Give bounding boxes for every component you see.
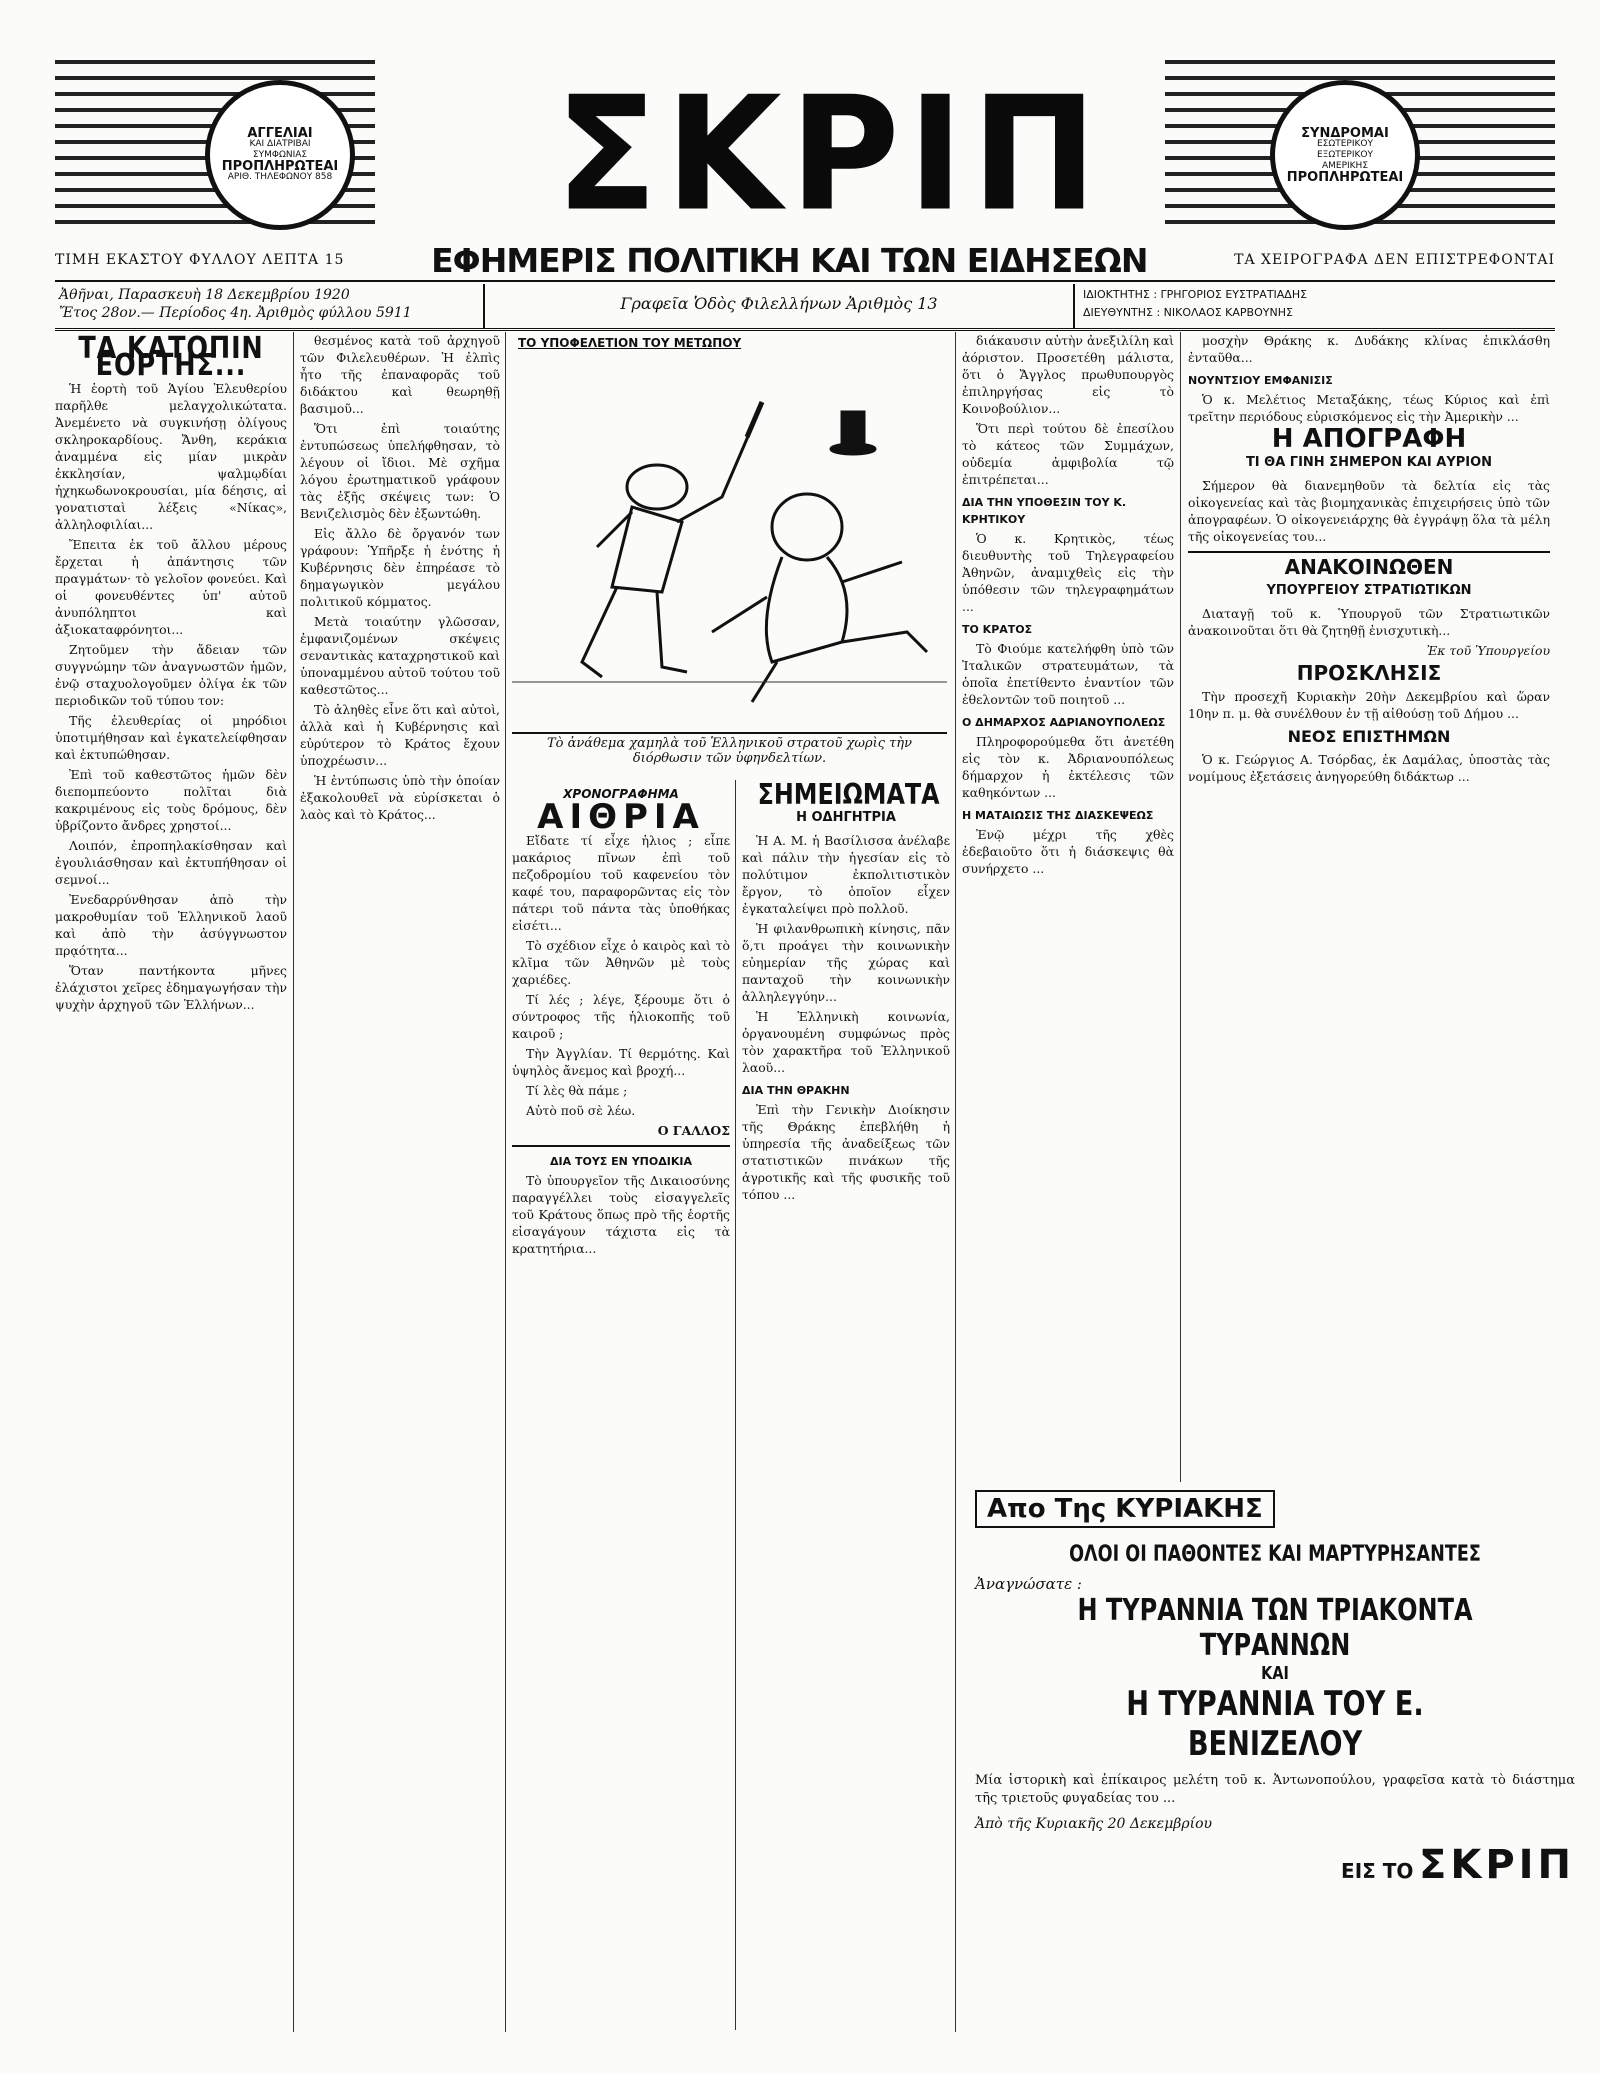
section-heading: ΔΙΑ ΤΗΝ ΘΡΑΚΗΝ (742, 1084, 850, 1097)
section-heading: ΔΙΑ ΤΗΝ ΥΠΟΘΕΣΙΝ ΤΟΥ Κ. ΚΡΗΤΙΚΟΥ (962, 496, 1127, 526)
price-label: ΤΙΜΗ ΕΚΑΣΤΟΥ ΦΥΛΛΟΥ ΛΕΠΤΑ 15 (55, 252, 345, 268)
section-heading: ΝΟΥΝΤΣΙΟΥ ΕΜΦΑΝΙΣΙΣ (1188, 374, 1333, 387)
book-advert (975, 1490, 1575, 2030)
issue-info-bar (55, 284, 1555, 331)
paragraph: Τῆς ἐλευθερίας οἱ μηρόδιοι ὑποτιμήθησαν καὶ ἐγκατελείφθησαν καὶ ἐκτυπώθησαν. (55, 713, 287, 762)
paragraph: Ἐπὶ τὴν Γενικὴν Διοίκησιν τῆς Θράκης ἐπεβλήθη ἡ ὑπηρεσία τῆς ἀναδείξεως τῶν στατιστικῶν πινάκων τῆς ἀγροτικῆς καὶ τῆς φυσικῆς τοῦ τόπου ... (742, 1102, 950, 1202)
paragraph: Ὁ κ. Γεώργιος Α. Τσόρδας, ἐκ Δαμάλας, ὑποστὰς τὰς νομίμους ἐξετάσεις ἀνηγορεύθη διδάκτωρ ... (1188, 752, 1550, 784)
paragraph: Τὸ ὑπουργεῖον τῆς Δικαιοσύνης παραγγέλλει τοὺς εἰσαγγελεῖς τοῦ Κράτους ὅπως πρὸ τῆς ἑορτῆς εἰσαγάγουν τάχιστα εἰς τὰ κρατητήρια... (512, 1173, 730, 1256)
office-address: Γραφεῖα Ὁδὸς Φιλελλήνων Ἀριθμὸς 13 (485, 284, 1075, 328)
advert-read: Ἀναγνώσατε : (975, 1575, 1082, 1593)
paragraph: διάκαυσιν αὐτὴν ἀνεξιλίλη καὶ ἀόριστον. Προσετέθη μάλιστα, ὅτι ὁ Ἄγγλος πρωθυπουργὸς ἐπιληργήσας εἰς τὸ Κοινοβούλιον... (962, 333, 1174, 416)
paragraph: μοσχὴν Θράκης κ. Δυδάκης κλίνας ἐπικλάσθη ἐνταῦθα... (1188, 333, 1550, 365)
paragraph: Ἐνῷ μέχρι τῆς χθὲς ἐδεβαιοῦτο ὅτι ἡ διάσκεψις θὰ συνήρχετο ... (962, 827, 1174, 876)
chrono-label: ΧΡΟΝΟΓΡΑΦΗΜΑ (563, 787, 679, 801)
column-rule (505, 332, 506, 2032)
advert-paper: ΕΙΣ ΤΟ ΣΚΡΙΠ (1341, 1842, 1575, 1888)
announcement-title: ΑΝΑΚΟΙΝΩΘΕΝ (1284, 555, 1454, 579)
ownership: ΙΔΙΟΚΤΗΤΗΣ : ΓΡΗΓΟΡΙΟΣ ΕΥΣΤΡΑΤΙΑΔΗΣ ΔΙΕΥΘΥΝΤΗΣ : ΝΙΚΟΛΑΟΣ ΚΑΡΒΟΥΝΗΣ (1083, 288, 1308, 319)
masthead (55, 60, 1555, 260)
cartoon (512, 332, 947, 734)
paragraph: Ἐνεδαρρύνθησαν ἀπὸ τὴν μακροθυμίαν τοῦ Ἑλληνικοῦ λαοῦ καὶ ἀπὸ τὴν ἀσύγγνωστον πρᾳότητα... (55, 892, 287, 958)
editorial-headline: ΤΑ ΚΑΤΟΠΙΝ ΕΟΡΤΗΣ... (78, 332, 264, 383)
advert-and: ΚΑΙ (1261, 1663, 1289, 1684)
paragraph: Μία ἱστορικὴ καὶ ἐπίκαιρος μελέτη τοῦ κ. Ἀντωνοπούλου, γραφεῖσα κατὰ τὸ διάστημα τῆς τριετοῦς φυγαδείας του ... (975, 1773, 1575, 1806)
paragraph: Τὴν προσεχῆ Κυριακὴν 20ὴν Δεκεμβρίου καὶ ὥραν 10ην π. μ. θὰ συνέλθουν ἐν τῇ αἰθούσῃ τοῦ Δήμου ... (1188, 689, 1550, 721)
advert-date: Ἀπὸ τῆς Κυριακῆς 20 Δεκεμβρίου (975, 1816, 1213, 1832)
notes-title: ΣΗΜΕΙΩΜΑΤΑ (757, 780, 940, 811)
paragraph: Τὸ Φιούμε κατελήφθη ὑπὸ τῶν Ἰταλικῶν στρατευμάτων, τὰ ὁποῖα ἐπετίθεντο ἐναντίον τῶν ἐθελοντῶν τοῦ ποιητοῦ ... (962, 641, 1174, 707)
column-rule (1180, 332, 1181, 1482)
signature: Ἐκ τοῦ Ὑπουργείου (1426, 643, 1550, 658)
section-heading: Η ΜΑΤΑΙΩΣΙΣ ΤΗΣ ΔΙΑΣΚΕΨΕΩΣ (962, 809, 1154, 822)
paragraph: Ἡ φιλανθρωπικὴ κίνησις, πᾶν ὅ,τι προάγει τὴν κοινωνικὴν εὐημερίαν τῆς χώρας καὶ πανταχοῦ τὴν κοινωνικὴν ἀλληλεγγύην... (742, 921, 950, 1004)
column-rule (735, 780, 736, 2030)
section-heading: ΔΙΑ ΤΟΥΣ ΕΝ ΥΠΟΔΙΚΙΑ (550, 1155, 692, 1168)
paragraph: Ἡ Α. Μ. ἡ Βασίλισσα ἀνέλαβε καὶ πάλιν τὴν ἡγεσίαν εἰς τὸ πολύτιμον ἐκπολιτιστικὸν ἔργον, τὸ ὁποῖον εἶχεν ἐγκαταλείψει πρὸ πολλοῦ. (742, 833, 950, 916)
paragraph: Τὴν Ἀγγλίαν. Τί θερμότης. Καὶ ὑψηλὸς ἄνεμος καὶ βροχή... (512, 1046, 730, 1078)
column-rule (293, 332, 294, 2032)
divider (512, 1145, 730, 1147)
paragraph: Τὸ σχέδιον εἶχε ὁ καιρὸς καὶ τὸ κλῖμα τῶν Ἀθηνῶν μὲ τοὺς χαριέδες. (512, 938, 730, 987)
column-editorial (55, 332, 287, 2032)
manuscripts-note: ΤΑ ΧΕΙΡΟΓΡΑΦΑ ΔΕΝ ΕΠΙΣΤΡΕΦΟΝΤΑΙ (1234, 252, 1555, 268)
paragraph: Μετὰ τοιαύτην γλῶσσαν, ἐμφανιζομένων σκέψεις σεναντικὰς καταχρηστικοῦ καὶ ὑποναμμένου αὐτοῦ τούτου τοῦ καθεστῶτος... (300, 614, 500, 697)
science-title: ΝΕΟΣ ΕΠΙΣΤΗΜΩΝ (1287, 727, 1451, 746)
announcement-subtitle: ΥΠΟΥΡΓΕΙΟΥ ΣΤΡΑΤΙΩΤΙΚΩΝ (1266, 583, 1472, 598)
paragraph: Ὁ κ. Μελέτιος Μεταξάκης, τέως Κύριος καὶ ἐπὶ τρεῖτην περιόδους εὐρισκόμενος εἰς τὴν Ἀμερικὴν ... (1188, 392, 1550, 424)
advert-title-1: Η ΤΥΡΑΝΝΙΑ ΤΩΝ ΤΡΙΑΚΟΝΤΑ ΤΥΡΑΝΝΩΝ (1077, 1593, 1473, 1663)
paragraph: Εἴδατε τί εἶχε ἡλιος ; εἶπε μακάριος πῖνων ἐπὶ τοῦ πεζοδρομίου τοῦ καφενείου τὸν καφέ του, παραφορῶντας εἰς τὸν πάτερι τοῦ πάντα τὰς ὑποθήκας εἰσέτι... (512, 833, 730, 933)
paragraph: Ἐπὶ τοῦ καθεστῶτος ἡμῶν δὲν διεπομπεύοντο πολῖται διὰ κακριμένους εἰς τοὺς δρόμους, δὲν ὑβρίζοντο ἄνδρες χρηστοί... (55, 767, 287, 833)
signature: Ο ΓΑΛΛΟΣ (657, 1123, 730, 1138)
newspaper-subtitle: ΕΦΗΜΕΡΙΣ ΠΟΛΙΤΙΚΗ ΚΑΙ ΤΩΝ ΕΙΔΗΣΕΩΝ (431, 240, 1148, 280)
advert-banner: Απο Της ΚΥΡΙΑΚΗΣ (975, 1490, 1275, 1528)
paragraph: Ἡ Ἑλληνικὴ κοινωνία, ὀργανουμένη συμφώνως πρὸς τὸν χαρακτῆρα τοῦ Ἑλληνικοῦ λαοῦ... (742, 1009, 950, 1075)
column-chronograph (512, 780, 730, 2030)
paragraph: Λοιπόν, ἐπροπηλακίσθησαν καὶ ἐγουλιάσθησαν καὶ ἐκτυπήθησαν οἱ σεμνοί... (55, 838, 287, 887)
paragraph: Εἰς ἄλλο δὲ ὄργανόν των γράφουν: Ὑπῆρξε ἡ ἑνότης ἡ Κυβέρνησις δὲν ἐπηρέασε τὸ δημαγωγικὸν μεγάλου πολιτικοῦ κόμματος. (300, 526, 500, 609)
column-rule (955, 332, 956, 2032)
paragraph: Τί λὲς θὰ πάμε ; (526, 1083, 628, 1098)
invitation-title: ΠΡΟΣΚΛΗΣΙΣ (1296, 661, 1442, 685)
column-editorial-cont (300, 332, 500, 2032)
paragraph: Ὅτι περὶ τούτου δὲ ἐπεσίλου τὸ κάτεος τῶν Συμμάχων, οὐδεμία ἀμφιβολία τῷ ἐπιτρέπεται... (962, 421, 1174, 487)
paragraph: Ἔπειτα ἐκ τοῦ ἄλλου μέρους ἔρχεται ἡ ἀπάντησις τῶν πραγμάτων· τὸ γελοῖον φονεύει. Καὶ οἱ φονευθέντες ὑπ' αὐτοῦ ἀνυπόληπτοι καὶ ἀξιοκαταφρόνητοι... (55, 537, 287, 637)
notes-subtitle: Η ΟΔΗΓΗΤΡΙΑ (796, 810, 896, 825)
column-announcements (1188, 332, 1550, 1482)
section-heading: Ο ΔΗΜΑΡΧΟΣ ΑΔΡΙΑΝΟΥΠΟΛΕΩΣ (962, 716, 1166, 729)
newspaper-title: ΣΚΡΙΠ (555, 63, 1105, 247)
divider (1188, 551, 1550, 553)
paragraph: Ὅταν παντήκοντα μῆνες ἐλάχιστοι χεῖρες ἐδημαγωγήσαν τὴν ψυχὴν ἀρχηγοῦ τῶν Ἑλλήνων... (55, 963, 287, 1012)
column-notes (742, 780, 950, 2030)
advert-line: ΟΛΟΙ ΟΙ ΠΑΘΟΝΤΕΣ ΚΑΙ ΜΑΡΤΥΡΗΣΑΝΤΕΣ (1069, 1542, 1481, 1567)
paragraph: Ἡ ἐντύπωσις ὑπὸ τὴν ὁποίαν ἐξακολουθεῖ νὰ εὑρίσκεται ὁ λαὸς καὶ τὸ Κράτος... (300, 773, 500, 822)
paragraph: θεσμένος κατὰ τοῦ ἀρχηγοῦ τῶν Φιλελευθέρων. Ἡ ἐλπὶς ἦτο τῆς ἐπαναφορᾶς τοῦ διδάκτου καὶ θεωρηθῇ βασιμοῦ... (300, 333, 500, 416)
paragraph: Ζητοῦμεν τὴν ἄδειαν τῶν συγγνώμην τῶν ἀναγνωστῶν ἡμῶν, ἐνῷ σταχυολογοῦμεν ὀλίγα ἐκ τῶν περιοδικῶν τοῦ τύπου τον: (55, 642, 287, 708)
census-title: Η ΑΠΟΓΡΑΦΗ (1271, 424, 1467, 454)
chrono-title: ΑΙΘΡΙΑ (537, 797, 705, 837)
subscriptions-seal: ΣΥΝΔΡΟΜΑΙ ΕΣΩΤΕΡΙΚΟΥ ΕΞΩΤΕΡΙΚΟΥ ΑΜΕΡΙΚΗΣ ΠΡΟΠΛΗΡΩΤΕΑΙ (1270, 80, 1420, 230)
cartoon-drawing (512, 332, 947, 732)
column-news (962, 332, 1174, 1482)
paragraph: Διαταγῇ τοῦ κ. Ὑπουργοῦ τῶν Στρατιωτικῶν ἀνακοινοῦται ὅτι θὰ ζητηθῇ ἐνισχυτικὴ... (1188, 606, 1550, 638)
paragraph: Σήμερον θὰ διανεμηθοῦν τὰ δελτία εἰς τὰς οἰκογενείας καὶ τὰς βιομηχανικὰς ἐπιχειρήσεις ὑπὸ τῶν ἀπογραφέων. Ὁ οἰκογενειάρχης θὰ ἐγγράψῃ ὅλα τὰ μέλη τῆς οἰκογενείας του... (1188, 478, 1550, 544)
section-heading: ΤΟ ΚΡΑΤΟΣ (962, 623, 1033, 636)
advert-title-2: Η ΤΥΡΑΝΝΙΑ ΤΟΥ Ε. ΒΕΝΙΖΕΛΟΥ (1126, 1684, 1424, 1764)
paragraph: Αὐτὸ ποῦ σὲ λέω. (526, 1103, 636, 1118)
paragraph: Ὅτι ἐπὶ τοιαύτης ἐντυπώσεως ὑπελήφθησαν, τὸ λέγουν οἱ ἴδιοι. Μὲ σχῆμα λόγου ἐρωτηματικοῦ γράφουν τὰς ἑξῆς σκέψεις των: Ὁ Βενιζελισμὸς δὲν ἐξωντώθη. (300, 421, 500, 521)
issue-date: Ἀθῆναι, Παρασκευὴ 18 Δεκεμβρίου 1920 Ἔτος 28ον.— Περίοδος 4η. Ἀριθμὸς φύλλου 5911 (55, 284, 485, 328)
paragraph: Τὸ ἀληθὲς εἶνε ὅτι καὶ αὐτοὶ, ἀλλὰ καὶ ἡ Κυβέρνησις καὶ εὐρύτερον τὸ Κράτος ἔχουν ὑποχρέωσιν... (300, 702, 500, 768)
ads-seal: ΑΓΓΕΛΙΑΙ ΚΑΙ ΔΙΑΤΡΙΒΑΙ ΣΥΜΦΩΝΙΑΣ ΠΡΟΠΛΗΡΩΤΕΑΙ ΑΡΙΘ. ΤΗΛΕΦΩΝΟΥ 858 (205, 80, 355, 230)
census-subtitle: ΤΙ ΘΑ ΓΙΝΗ ΣΗΜΕΡΟΝ ΚΑΙ ΑΥΡΙΟΝ (1245, 455, 1493, 470)
cartoon-caption: Τὸ ἀνάθεμα χαμηλὰ τοῦ Ἑλληνικοῦ στρατοῦ χωρὶς τὴν διόρθωσιν τῶν ὑφηνδελτίων. (547, 736, 912, 766)
paragraph: Ὁ κ. Κρητικὸς, τέως διευθυντὴς τοῦ Τηλεγραφείου Ἀθηνῶν, ἀναμιχθεὶς εἰς τὴν ὑπόθεσιν τῶν τηλεγραφημάτων ... (962, 531, 1174, 614)
masthead-strap (55, 240, 1555, 282)
cartoon-title: ΤΟ ΥΠΟΦΕΛΕΤΙΟΝ ΤΟΥ ΜΕΤΩΠΟΥ (518, 336, 742, 350)
paragraph: Τί λές ; λέγε, ξέρουμε ὅτι ὁ σύντροφος τῆς ἡλιοκοπῆς τοῦ καιροῦ ; (512, 992, 730, 1041)
paragraph: Ἡ ἑορτὴ τοῦ Ἁγίου Ἐλευθερίου παρῆλθε μελαγχολικώτατα. Ἀνεμένετο νὰ συγκινήσῃ ὀλίγους σκληροκαρδίους. Ἄνθη, κεράκια ἀναμμένα εἰς μίαν μικρὰν ἐκκλησίαν, ψαλμῳδίαι ἠχηκωδωνοκρουσίαι, μία δέησις, αἱ γονατισταὶ λέξεις «Νίκας», ἀλληλοφιλίαι... (55, 381, 287, 532)
paragraph: Πληροφορούμεθα ὅτι ἀνετέθη εἰς τὸν κ. Ἀδριανουπόλεως δήμαρχον ἡ ἐκτέλεσις τῶν καθηκόντων ... (962, 734, 1174, 800)
